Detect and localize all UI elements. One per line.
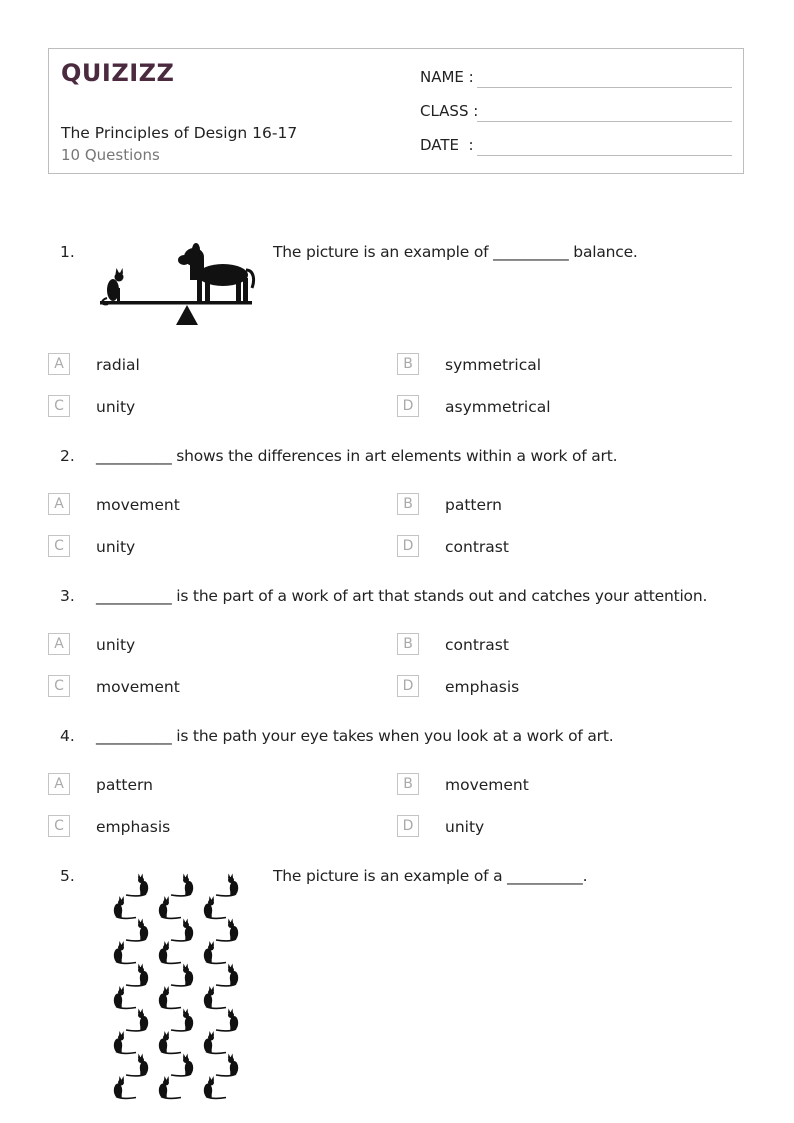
question-text: __________ is the path your eye takes when you look at a work of art. (96, 727, 614, 745)
option-letter-c[interactable]: C (48, 395, 70, 417)
option-text[interactable]: movement (96, 496, 180, 514)
option-text[interactable]: radial (96, 356, 140, 374)
question-count: 10 Questions (61, 146, 160, 164)
cat-silhouette (114, 941, 136, 964)
option-letter-d[interactable]: D (397, 675, 419, 697)
question-number: 1. (60, 243, 75, 261)
option-text[interactable]: movement (445, 776, 529, 794)
option-letter-b[interactable]: B (397, 633, 419, 655)
question-text: The picture is an example of a __________. (273, 867, 588, 885)
cat-silhouette (159, 986, 181, 1009)
option-text[interactable]: symmetrical (445, 356, 542, 374)
question-number: 3. (60, 587, 75, 605)
option-letter-a[interactable]: A (48, 353, 70, 375)
option-letter-a[interactable]: A (48, 773, 70, 795)
cat-silhouette (159, 896, 181, 919)
cat-silhouette (171, 1054, 193, 1077)
cat-silhouette (204, 986, 226, 1009)
class-label: CLASS : (420, 102, 479, 120)
cat-silhouette (204, 1076, 226, 1099)
cat-silhouette (159, 1076, 181, 1099)
option-text[interactable]: contrast (445, 636, 509, 654)
quiz-title: The Principles of Design 16-17 (61, 124, 298, 142)
cat-silhouette (171, 1009, 193, 1032)
cat-silhouette (216, 964, 238, 987)
option-text[interactable]: unity (96, 636, 136, 654)
cat-silhouette (171, 874, 193, 897)
option-text[interactable]: emphasis (96, 818, 171, 836)
option-letter-b[interactable]: B (397, 773, 419, 795)
cat-silhouette (126, 964, 148, 987)
question-text: __________ shows the differences in art elements within a work of art. (96, 447, 618, 465)
cat-silhouette (114, 986, 136, 1009)
cat-silhouette (204, 941, 226, 964)
option-text[interactable]: contrast (445, 538, 509, 556)
cat-silhouette (171, 964, 193, 987)
cat-silhouette (216, 919, 238, 942)
option-text[interactable]: unity (96, 398, 136, 416)
question-number: 2. (60, 447, 75, 465)
option-letter-d[interactable]: D (397, 815, 419, 837)
option-letter-b[interactable]: B (397, 353, 419, 375)
name-label: NAME : (420, 68, 474, 86)
question-number: 4. (60, 727, 75, 745)
option-letter-d[interactable]: D (397, 395, 419, 417)
name-line (477, 87, 732, 88)
option-text[interactable]: unity (445, 818, 485, 836)
option-text[interactable]: unity (96, 538, 136, 556)
cat-silhouette (216, 1009, 238, 1032)
option-text[interactable]: emphasis (445, 678, 520, 696)
option-letter-c[interactable]: C (48, 535, 70, 557)
cat-silhouette (114, 1031, 136, 1054)
worksheet-header (48, 48, 744, 174)
question-number: 5. (60, 867, 75, 885)
cat-silhouette (114, 896, 136, 919)
option-letter-d[interactable]: D (397, 535, 419, 557)
cat-silhouette (126, 1054, 148, 1077)
date-line (477, 155, 732, 156)
quizizz-logo: QUIZIZZ (61, 59, 175, 87)
cat-silhouette (159, 1031, 181, 1054)
cat-dog-seesaw-image (98, 240, 256, 328)
cat-silhouette (216, 874, 238, 897)
cat-silhouette (114, 1076, 136, 1099)
cat-silhouette (159, 941, 181, 964)
option-text[interactable]: asymmetrical (445, 398, 551, 416)
cat-silhouette (204, 896, 226, 919)
cat-pattern-image (110, 870, 244, 1104)
option-letter-b[interactable]: B (397, 493, 419, 515)
cat-silhouette (204, 1031, 226, 1054)
class-line (477, 121, 732, 122)
cat-silhouette (216, 1054, 238, 1077)
question-text: The picture is an example of __________ balance. (273, 243, 638, 261)
option-text[interactable]: pattern (96, 776, 153, 794)
option-letter-a[interactable]: A (48, 493, 70, 515)
option-text[interactable]: movement (96, 678, 180, 696)
question-text: __________ is the part of a work of art that stands out and catches your attention. (96, 587, 708, 605)
cat-silhouette (126, 1009, 148, 1032)
cat-silhouette (171, 919, 193, 942)
cat-silhouette (126, 919, 148, 942)
cat-silhouette (126, 874, 148, 897)
option-letter-c[interactable]: C (48, 675, 70, 697)
option-letter-a[interactable]: A (48, 633, 70, 655)
date-label: DATE : (420, 136, 474, 154)
option-letter-c[interactable]: C (48, 815, 70, 837)
option-text[interactable]: pattern (445, 496, 502, 514)
